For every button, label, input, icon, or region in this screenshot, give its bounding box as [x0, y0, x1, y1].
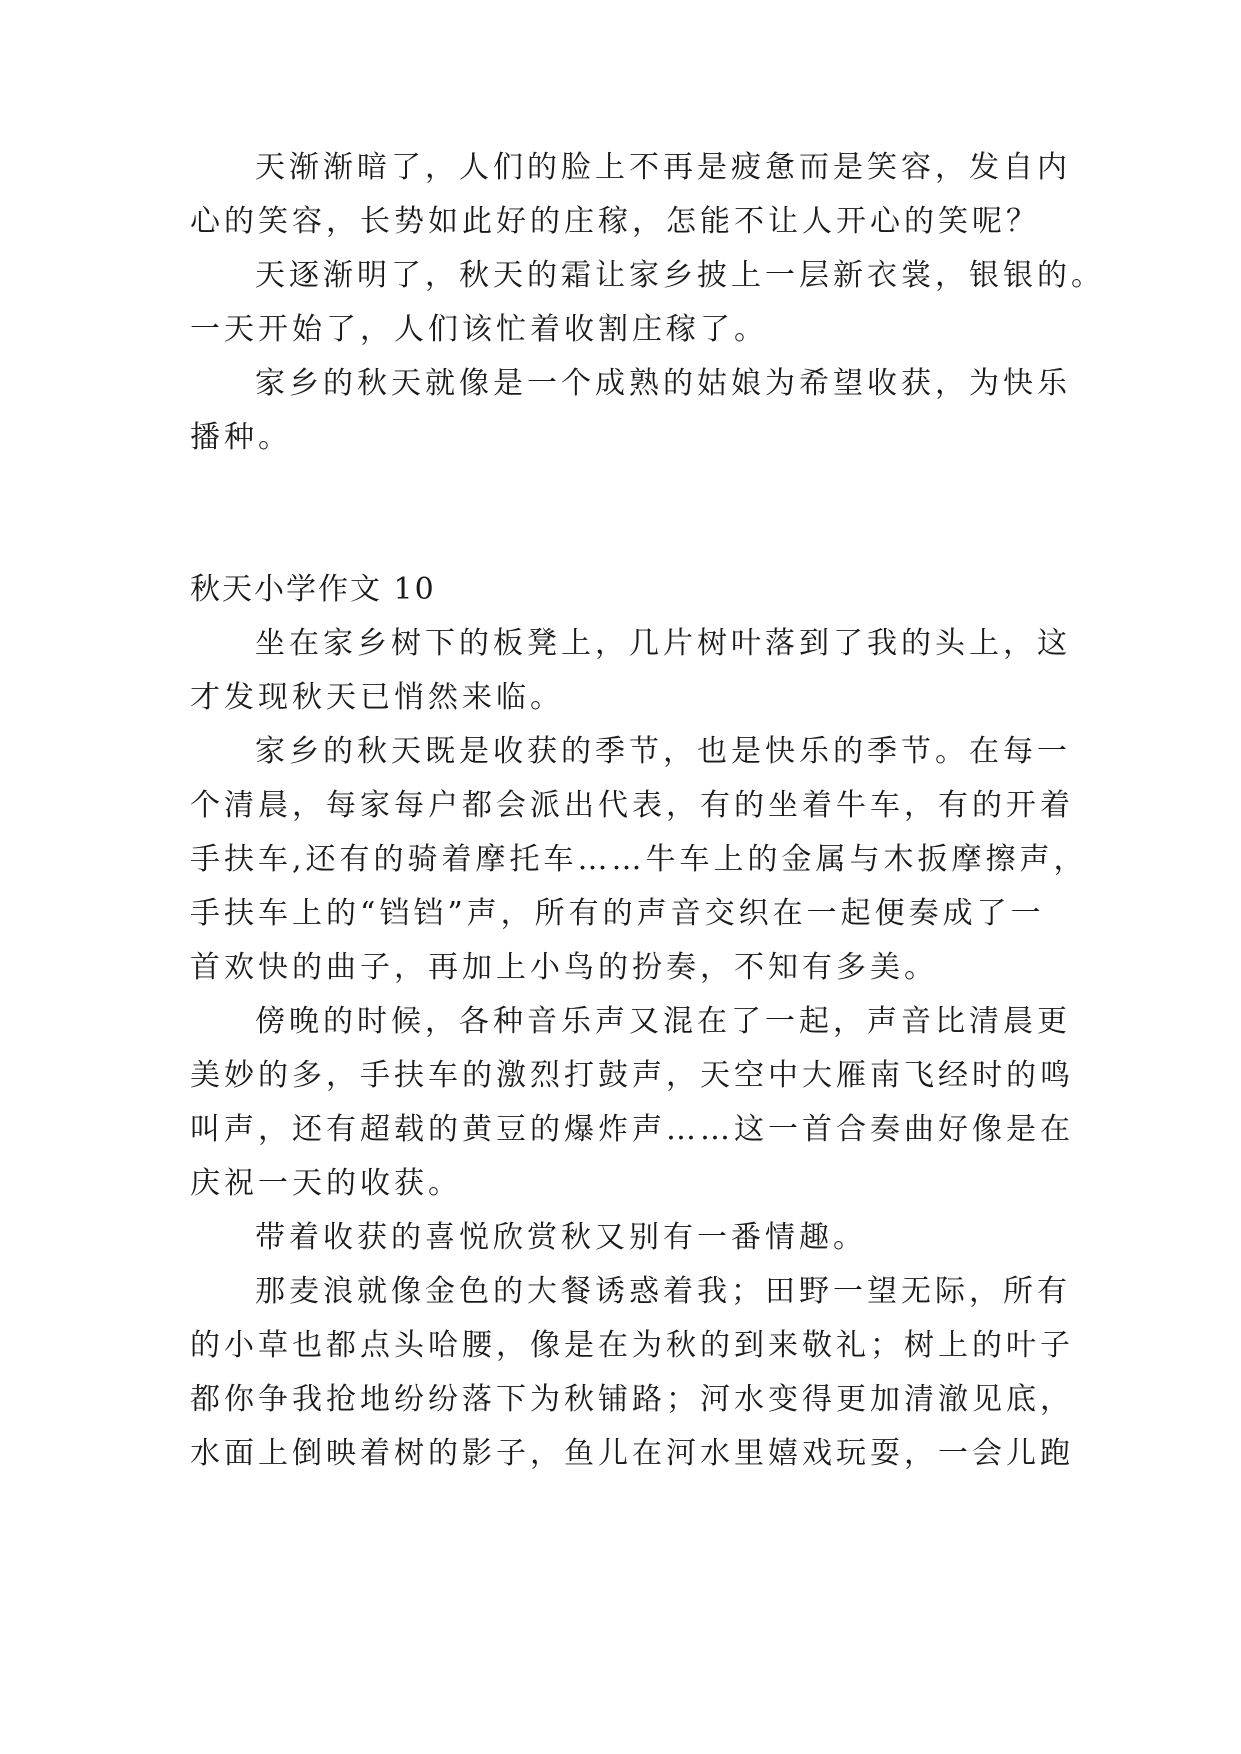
paragraph-line: 水面上倒映着树的影子，鱼儿在河水里嬉戏玩耍，一会儿跑 [190, 1436, 1074, 1471]
paragraph-line: 首欢快的曲子，再加上小鸟的扮奏，不知有多美。 [190, 950, 938, 985]
paragraph-line: 播种。 [190, 420, 292, 455]
paragraph-line: 坐在家乡树下的板凳上，几片树叶落到了我的头上，这 [255, 626, 1071, 661]
paragraph-line: 心的笑容，长势如此好的庄稼，怎能不让人开心的笑呢？ [190, 204, 1040, 239]
paragraph-line: 都你争我抢地纷纷落下为秋铺路；河水变得更加清澈见底， [190, 1382, 1074, 1417]
paragraph-line: 带着收获的喜悦欣赏秋又别有一番情趣。 [255, 1220, 867, 1255]
paragraph-line: 家乡的秋天就像是一个成熟的姑娘为希望收获，为快乐 [255, 366, 1071, 401]
paragraph-line: 叫声，还有超载的黄豆的爆炸声……这一首合奏曲好像是在 [190, 1112, 1074, 1147]
paragraph-line: 一天开始了，人们该忙着收割庄稼了。 [190, 312, 768, 347]
paragraph-line: 的小草也都点头哈腰，像是在为秋的到来敬礼；树上的叶子 [190, 1328, 1074, 1363]
paragraph-line: 天渐渐暗了，人们的脸上不再是疲惫而是笑容，发自内 [255, 150, 1071, 185]
paragraph-line: 傍晚的时候，各种音乐声又混在了一起，声音比清晨更 [255, 1004, 1071, 1039]
paragraph-line: 那麦浪就像金色的大餐诱惑着我；田野一望无际，所有 [255, 1274, 1071, 1309]
section-heading: 秋天小学作文 10 [190, 572, 436, 607]
paragraph-line: 手扶车,还有的骑着摩托车……牛车上的金属与木扳摩擦声， [190, 842, 1088, 877]
paragraph-line: 个清晨，每家每户都会派出代表，有的坐着牛车，有的开着 [190, 788, 1074, 823]
paragraph-line: 家乡的秋天既是收获的季节，也是快乐的季节。在每一 [255, 734, 1071, 769]
paragraph-line: 庆祝一天的收获。 [190, 1166, 462, 1201]
paragraph-line: 美妙的多，手扶车的激烈打鼓声，天空中大雁南飞经时的鸣 [190, 1058, 1074, 1093]
paragraph-line: 天逐渐明了，秋天的霜让家乡披上一层新衣裳，银银的。 [255, 258, 1105, 293]
paragraph-line: 手扶车上的“铛铛”声，所有的声音交织在一起便奏成了一 [190, 896, 1045, 931]
paragraph-line: 才发现秋天已悄然来临。 [190, 680, 564, 715]
